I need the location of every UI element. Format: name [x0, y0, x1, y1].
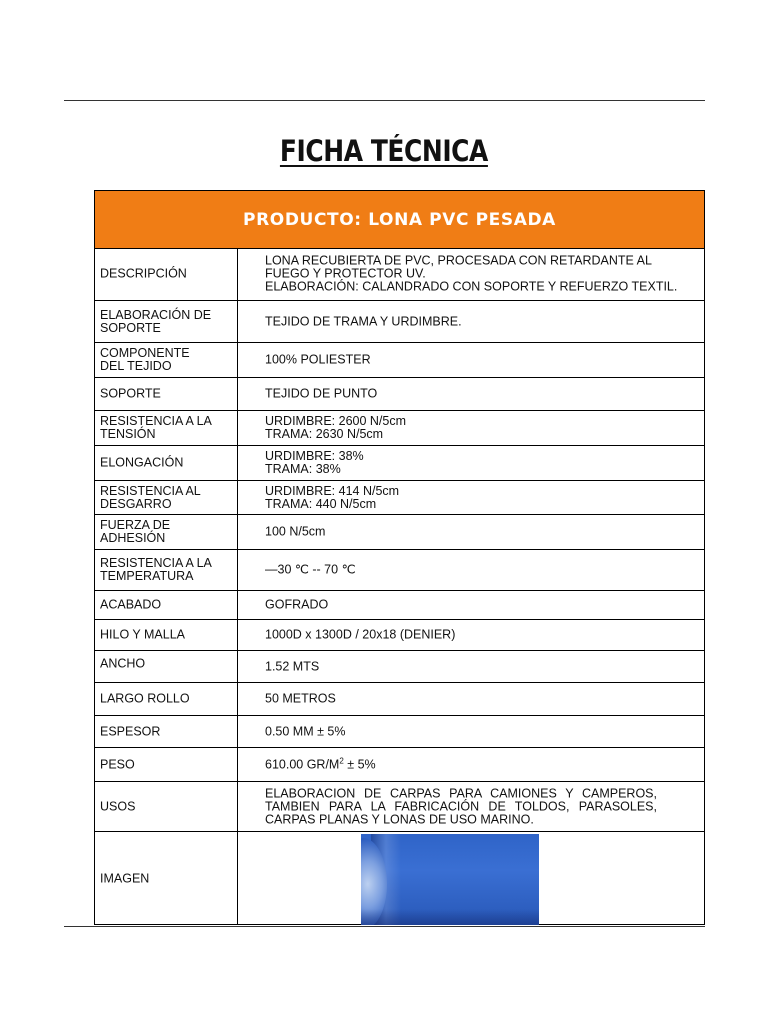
peso-exponent: 2 [339, 755, 344, 765]
row-label: PESO [100, 757, 135, 771]
peso-value: 610.00 GR/M [265, 757, 340, 771]
row-label: COMPONENTE DEL TEJIDO [100, 346, 190, 373]
row-componente [95, 343, 704, 378]
row-value: 100 N/5cm [265, 524, 326, 539]
row-temperatura [95, 550, 704, 591]
bottom-rule [64, 926, 705, 927]
row-label: RESISTENCIA AL DESGARRO [100, 483, 201, 511]
row-value: 1.52 MTS [265, 659, 320, 673]
row-label: RESISTENCIA A LA TENSIÓN [100, 414, 212, 441]
row-label: USOS [100, 799, 136, 813]
row-value: 100% POLIESTER [265, 352, 371, 367]
row-label: ELABORACIÓN DE SOPORTE [100, 307, 212, 335]
row-value [265, 755, 694, 771]
row-elongacion [95, 446, 704, 481]
page-title [0, 134, 768, 168]
row-ancho [95, 651, 704, 683]
row-value: GOFRADO [265, 597, 329, 612]
row-label: ELONGACIÓN [100, 455, 184, 470]
row-value: TEJIDO DE PUNTO [265, 386, 378, 401]
row-value: TEJIDO DE TRAMA Y URDIMBRE. [265, 314, 462, 328]
row-descripcion [95, 248, 704, 301]
product-image [361, 834, 539, 925]
row-usos [95, 782, 704, 832]
row-label: DESCRIPCIÓN [100, 266, 187, 281]
row-value: URDIMBRE: 414 N/5cm TRAMA: 440 N/5cm [265, 483, 400, 511]
top-rule [64, 100, 705, 101]
page-title-text: FICHA TÉCNICA [279, 134, 488, 168]
product-banner: PRODUCTO: LONA PVC PESADA [95, 191, 704, 249]
row-value: 50 METROS [265, 691, 336, 706]
row-acabado [95, 591, 704, 620]
row-value: 1000D x 1300D / 20x18 (DENIER) [265, 627, 456, 642]
row-hilo-malla [95, 620, 704, 651]
row-label: LARGO ROLLO [100, 691, 190, 706]
row-value: URDIMBRE: 38% TRAMA: 38% [265, 449, 364, 476]
row-tension [95, 411, 704, 446]
row-largo-rollo [95, 683, 704, 716]
row-label: ACABADO [100, 597, 162, 612]
row-espesor [95, 716, 704, 748]
row-desgarro [95, 481, 704, 515]
row-imagen [95, 832, 704, 926]
row-peso [95, 748, 704, 782]
row-elaboracion-soporte [95, 301, 704, 343]
row-soporte [95, 378, 704, 411]
row-value: ELABORACION DE CARPAS PARA CAMIONES Y CAMPEROS, TAMBIEN PARA LA FABRICACIÓN DE TOLDOS, PARASOLES, CARPAS PLANAS Y LONAS DE USO MARINO. [265, 786, 657, 826]
row-label: SOPORTE [100, 386, 161, 401]
row-label: RESISTENCIA A LA TEMPERATURA [100, 556, 212, 583]
row-label: ESPESOR [100, 724, 161, 738]
row-value: URDIMBRE: 2600 N/5cm TRAMA: 2630 N/5cm [265, 414, 407, 441]
row-label: HILO Y MALLA [100, 627, 185, 642]
peso-tolerance: ± 5% [343, 757, 376, 771]
row-label: FUERZA DE ADHESIÓN [100, 518, 171, 545]
row-label: IMAGEN [100, 871, 150, 886]
row-adhesion [95, 515, 704, 550]
product-image-shadow [361, 909, 539, 925]
spec-table [94, 190, 705, 925]
row-label: ANCHO [100, 656, 146, 670]
row-value: 0.50 MM ± 5% [265, 724, 346, 738]
row-value: —30 ℃ -- 70 ℃ [265, 562, 356, 577]
row-value: LONA RECUBIERTA DE PVC, PROCESADA CON RETARDANTE AL FUEGO Y PROTECTOR UV. ELABORACIÓN: CALANDRADO CON SOPORTE Y REFUERZO TEXTIL. [265, 253, 678, 294]
